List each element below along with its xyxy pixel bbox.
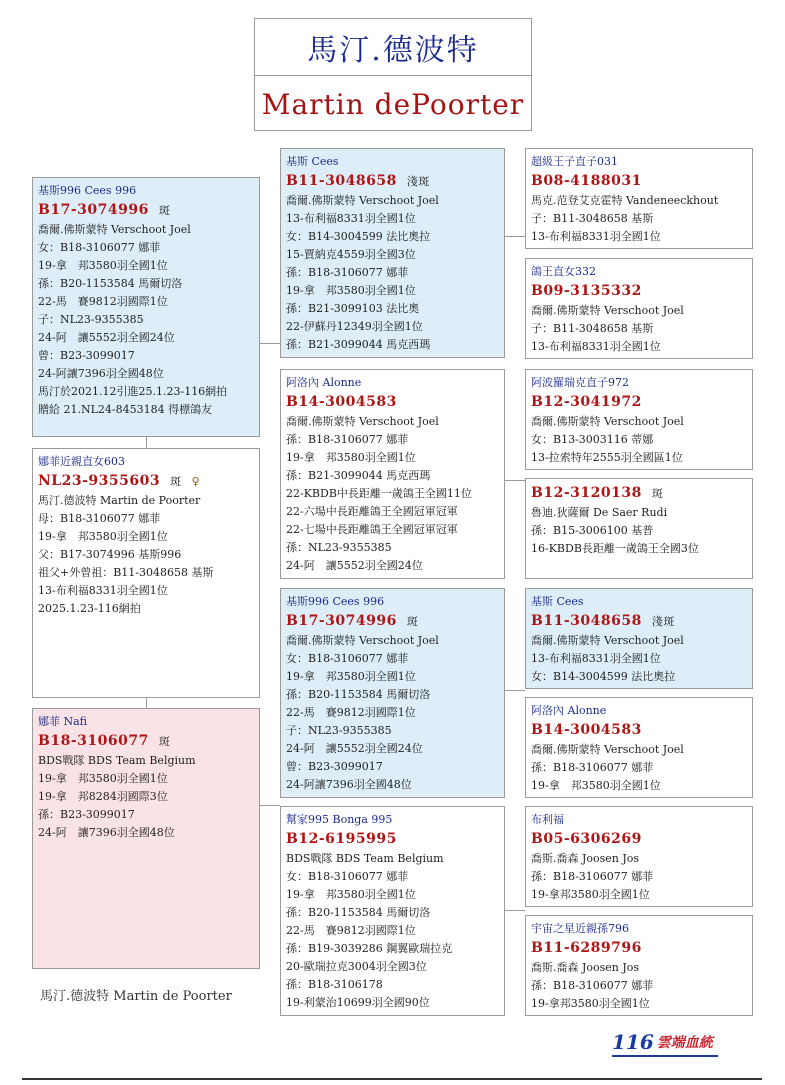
bird-details [286,850,499,1012]
detail-line: 祖父+外曾祖：B11-3048658 基斯 [38,566,214,579]
ring-number: B09-3135332 [531,283,642,299]
dam-dam-card [280,806,505,1016]
detail-line: 喬爾.佛斯蒙特 Verschoot Joel [531,743,684,756]
bird-details [531,850,747,904]
detail-line: 喬爾.佛斯蒙特 Verschoot Joel [38,223,191,236]
detail-line: 19-拿 邦3580羽全國1位 [286,451,416,464]
detail-line: 24-阿 讓5552羽全國24位 [286,559,423,572]
detail-line: 孫：B15-3006100 基普 [531,524,654,537]
ring-number: B05-6306269 [531,831,642,847]
bird-details [38,752,254,842]
ring-number: B08-4188031 [531,173,642,189]
detail-line: BDS戰隊 BDS Team Belgium [38,754,196,767]
sire-sire-sire-card [525,148,753,249]
logo-underline [612,1055,718,1057]
detail-line: 孫：B20-1153584 馬爾切洛 [286,906,431,919]
bird-color: 斑 [158,735,171,748]
detail-line: 孫：B18-3106077 娜菲 [531,761,654,774]
connector-line [146,437,147,448]
bird-name: 幫家995 Bonga 995 [286,813,393,826]
detail-line: 子：B11-3048658 基斯 [531,322,654,335]
detail-line: 24-阿 讓7396羽全國48位 [38,826,175,839]
detail-line: 女：B13-3003116 蒂娜 [531,433,654,446]
detail-line: 19-拿 邦3580羽全國1位 [38,530,168,543]
bird-color: 斑 [651,487,664,500]
detail-line: 13-拉索特年2555羽全國區1位 [531,451,683,464]
detail-line: 喬斯.喬森 Joosen Jos [531,852,640,865]
bird-details [531,302,747,356]
bird-name: 阿波羅瑞克直子972 [531,376,629,389]
detail-line: 孫：B18-3106077 娜菲 [531,870,654,883]
ring-number: B12-3041972 [531,394,642,410]
detail-line: 2025.1.23-116網拍 [38,602,141,615]
dam-dam-sire-card [525,806,753,907]
detail-line: 女：B14-3004599 法比奧拉 [531,670,676,683]
bird-details [531,632,747,686]
detail-line: 22-馬 賽9812羽國際1位 [286,706,416,719]
detail-line: 曾：B23-3099017 [286,760,383,773]
detail-line: 24-阿 讓5552羽全國24位 [286,742,423,755]
bird-name: 基斯996 Cees 996 [38,184,137,197]
detail-line: 喬爾.佛斯蒙特 Verschoot Joel [286,415,439,428]
detail-line: 馬汀於2021.12引進25.1.23-116網拍 [38,385,228,398]
detail-line: 女：B18-3106077 娜菲 [38,241,161,254]
bird-details [531,959,747,1013]
dam-dam-dam-card [525,915,753,1016]
detail-line: 19-拿 邦3580羽全國1位 [286,888,416,901]
bird-name: 阿洛內 Alonne [531,704,607,717]
ring-number: B14-3004583 [286,394,397,410]
sire-sire-dam-card [525,258,753,359]
detail-line: 19-拿邦3580羽全國1位 [531,888,650,901]
bird-details [286,192,499,354]
detail-line: 孫：B21-3099044 馬克西瑪 [286,469,431,482]
ring-number: B14-3004583 [531,722,642,738]
ring-number: B11-3048658 淺斑 [531,613,675,629]
detail-line: 13-布利福8331羽全國1位 [286,212,416,225]
sire-dam-card [280,369,505,579]
detail-line: 孫：B18-3106077 娜菲 [531,979,654,992]
detail-line: BDS戰隊 BDS Team Belgium [286,852,444,865]
detail-line: 喬斯.喬森 Joosen Jos [531,961,640,974]
bird-details [531,504,747,558]
sire-sire-card [280,148,505,358]
detail-line: 魯迪.狄薩爾 De Saer Rudi [531,506,668,519]
bird-color: 斑 [158,204,171,217]
bird-details [286,413,499,575]
detail-line: 24-阿 讓5552羽全國24位 [38,331,175,344]
detail-line: 19-拿 邦3580羽全國1位 [38,772,168,785]
detail-line: 子：B11-3048658 基斯 [531,212,654,225]
detail-line: 16-KBDB長距離一歲鴿王全國3位 [531,542,699,555]
brand-logo[interactable] [612,1030,722,1054]
dam-sire-card [280,588,505,798]
bird-details [286,632,499,794]
logo-text: 雲端血統 [656,1035,713,1051]
connector-line [146,698,147,708]
detail-line: 贈給 21.NL24-8453184 得標鴿友 [38,403,213,416]
logo-number: 116 [612,1030,654,1054]
detail-line: 22-六場中長距離鴿王全國冠軍冠軍 [286,505,458,518]
detail-line: 孫：B20-1153584 馬爾切洛 [286,688,431,701]
ring-number: B12-6195995 [286,831,397,847]
bird-name: 宇宙之星近親孫796 [531,922,629,935]
bird-color: 淺斑 [406,175,430,188]
detail-line: 13-布利福8331羽全國1位 [531,230,661,243]
detail-line: 女：B18-3106077 娜菲 [286,652,409,665]
bird-name: 娜菲近親直女603 [38,455,125,468]
connector-line [505,236,525,237]
detail-line: 19-拿 邦3580羽全國1位 [286,670,416,683]
dam-sire-sire-card [525,588,753,689]
detail-line: 19-利蒙治10699羽全國90位 [286,996,430,1009]
sire-dam-dam-card [525,478,753,579]
bird-name: 基斯 Cees [531,595,584,608]
detail-line: 孫：B18-3106077 娜菲 [286,266,409,279]
ring-number: B11-3048658 淺斑 [286,173,430,189]
detail-line: 20-歐瑞拉克3004羽全國3位 [286,960,427,973]
bird-name: 基斯 Cees [286,155,339,168]
ring-number: NL23-9355603 斑 ♀ [38,473,201,489]
detail-line: 子：NL23-9355385 [38,313,144,326]
detail-line: 馬克.范登艾克霍特 Vandeneeckhout [531,194,719,207]
owner-label: 馬汀.德波特 Martin de Poorter [40,989,232,1004]
pedigree-title-box [254,18,532,131]
connector-line [505,480,525,481]
dam-sire-dam-card [525,697,753,798]
detail-line: 19-拿邦3580羽全國1位 [531,997,650,1010]
detail-line: 父：B17-3074996 基斯996 [38,548,182,561]
detail-line: 母：B18-3106077 娜菲 [38,512,161,525]
detail-line: 喬爾.佛斯蒙特 Verschoot Joel [531,304,684,317]
bird-color: 斑 [406,615,419,628]
ring-number: B11-6289796 [531,940,642,956]
sire-card [32,177,260,437]
bird-details [531,741,747,795]
detail-line: 孫：B21-3099103 法比奧 [286,302,420,315]
ring-number: B17-3074996 斑 [38,202,171,218]
connector-line [505,910,525,911]
detail-line: 孫：B18-3106077 娜菲 [286,433,409,446]
bottom-divider [22,1078,762,1080]
detail-line: 喬爾.佛斯蒙特 Verschoot Joel [286,194,439,207]
bird-color: 淺斑 [651,615,675,628]
dam-card [32,708,260,969]
sire-dam-sire-card [525,369,753,470]
detail-line: 孫：B21-3099044 馬克西瑪 [286,338,431,351]
detail-line: 19-拿 邦3580羽全國1位 [286,284,416,297]
detail-line: 19-拿 邦3580羽全國1位 [531,779,661,792]
detail-line: 19-拿 邦3580羽全國1位 [38,259,168,272]
bird-name: 布利福 [531,813,564,826]
connector-line [505,690,525,691]
ring-number: B17-3074996 斑 [286,613,419,629]
title-chinese: 馬汀.德波特 [255,19,531,76]
connector-line [260,805,280,806]
detail-line: 女：B14-3004599 法比奧拉 [286,230,431,243]
detail-line: 19-拿 邦8284羽國際3位 [38,790,168,803]
detail-line: 24-阿讓7396羽全國48位 [38,367,164,380]
detail-line: 孫：NL23-9355385 [286,541,392,554]
detail-line: 22-七場中長距離鴿王全國冠軍冠軍 [286,523,458,536]
detail-line: 22-KBDB中長距離一歲鴿王全國11位 [286,487,472,500]
subject-card [32,448,260,698]
title-english: Martin dePoorter [261,87,525,121]
detail-line: 喬爾.佛斯蒙特 Verschoot Joel [531,634,684,647]
detail-line: 孫：B20-1153584 馬爾切洛 [38,277,183,290]
bird-name: 娜菲 Nafi [38,715,88,728]
detail-line: 喬爾.佛斯蒙特 Verschoot Joel [286,634,439,647]
bird-color: 斑 [170,475,182,488]
detail-line: 22-伊蘇丹12349羽全國1位 [286,320,423,333]
detail-line: 孫：B18-3106178 [286,978,383,991]
bird-name: 超級王子直子031 [531,155,618,168]
detail-line: 22-馬 賽9812羽國際1位 [286,924,416,937]
detail-line: 馬汀.德波特 Martin de Poorter [38,494,201,507]
detail-line: 喬爾.佛斯蒙特 Verschoot Joel [531,415,684,428]
bird-name: 基斯996 Cees 996 [286,595,385,608]
bird-details [531,413,747,467]
detail-line: 13-布利福8331羽全國1位 [531,652,661,665]
bird-name: 鴿王直女332 [531,265,596,278]
detail-line: 24-阿讓7396羽全國48位 [286,778,412,791]
ring-number: B12-3120138 斑 [531,485,664,501]
bird-sex: ♀ [191,475,201,488]
detail-line: 曾：B23-3099017 [38,349,135,362]
bird-details [38,221,254,419]
bird-details [38,492,254,618]
detail-line: 孫：B23-3099017 [38,808,135,821]
detail-line: 子：NL23-9355385 [286,724,392,737]
bird-name: 阿洛內 Alonne [286,376,362,389]
detail-line: 13-布利福8331羽全國1位 [531,340,661,353]
ring-number: B18-3106077 斑 [38,733,171,749]
bird-details [531,192,747,246]
detail-line: 13-布利福8331羽全國1位 [38,584,168,597]
detail-line: 女：B18-3106077 娜菲 [286,870,409,883]
detail-line: 22-馬 賽9812羽國際1位 [38,295,168,308]
detail-line: 孫：B19-3039286 鋼翼歐瑞拉克 [286,942,453,955]
connector-line [260,343,280,344]
detail-line: 15-賈納克4559羽全國3位 [286,248,416,261]
